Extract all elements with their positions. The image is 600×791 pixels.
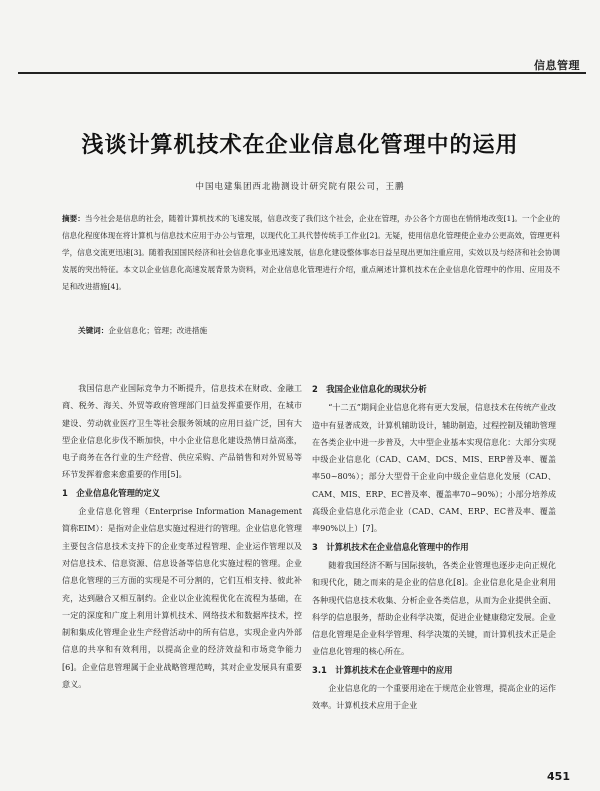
paragraph-3: 随着我国经济不断与国际接轨，各类企业管理也逐步走向正规化和现代化，随之而来的是企业的信息化[8]。企业信息化是企业利用各种现代信息技术收集、分析企业各类信息，从而为企业提供全面、科学的信息服务，帮助企业科学决策，促进企业健康稳定发展。企业信息化管理是企业科学管理、科学决策的关键，而计算机技术正是企业信息化管理的核心所在。: [312, 559, 556, 657]
paragraph-3-1: 企业信息化的一个重要用途在于规范企业管理，提高企业的运作效率。计算机技术应用于企业: [312, 683, 556, 711]
keywords-text: 企业信息化；管理；改进措施: [108, 326, 208, 335]
keywords: [78, 325, 560, 336]
intro-paragraph: 我国信息产业国际竞争力不断提升，信息技术在财政、金融工商、税务、海关、外贸等政府管理部门日益发挥重要作用，在城市建设、劳动就业医疗卫生等社会服务领域的应用日益广泛，国有大型企业信息化步伐不断加快，中小企业信息化建设热情日益高涨，电子商务在各行业的生产经营、供应采购、产品销售和对外贸易等环节发挥着愈来愈重要的作用[5]。: [62, 383, 302, 480]
abstract-label: 摘要：: [62, 214, 85, 223]
article-title: 浅谈计算机技术在企业信息化管理中的运用: [81, 133, 519, 158]
heading-3-1: 3.1 计算机技术在企业管理中的应用: [312, 664, 453, 675]
left-column: [62, 380, 302, 693]
abstract-text: 当今社会是信息的社会，随着计算机技术的飞速发展，信息改变了我们这个社会，企业在管理，办公各个方面也在悄悄地改变[1]。一个企业的信息化程度体现在将计算机与信息技术应用于办公与管理，以现代化工具代替传统手工作业[2]。无疑，使用信息化管理使企业办公更高效，管理更科学，信息交流更迅速[3]。随着我国国民经济和社会信息化事业迅速发展，信息化建设整体事态日益呈现出更加注重应用，实效以及与经济和社会协调发展的突出特征。本文以企业信息化高速发展背景为资料，对企业信息化管理进行介绍，重点阐述计算机技术在企业信息化管理中的作用、应用及不足和改进措施[4]。: [62, 214, 561, 291]
heading-1: 1 企业信息化管理的定义: [62, 487, 160, 498]
heading-2: 2 我国企业信息化的现状分析: [312, 384, 427, 394]
author-line: 中国电建集团西北勘测设计研究院有限公司，王鹏: [195, 182, 405, 192]
abstract: [62, 210, 560, 295]
header-rule: [18, 72, 586, 74]
paragraph-1: 企业信息化管理（Enterprise Information Management简称EIM）：是指对企业信息实施过程进行的管理。企业信息化管理主要包含信息技术支持下的企业变革过程管理、企业运作管理以及对信息技术、信息资源、信息设备等信息化实施过程的管理。企业信息化管理的三方面的实现是不可分割的，它们互相支持、彼此补充，达到融合又相互制约。企业以企业流程优化在流程为基础，在一定的深度和广度上利用计算机技术、网络技术和数据库技术，控制和集成化管理企业生产经营活动中的所有信息，实现企业内外部信息的共享和有效利用，以提高企业的经济效益和市场竞争能力[6]。企业信息管理属于企业战略管理范畴，其对企业发展具有重要意义。: [62, 506, 302, 690]
section-tag: 信息管理: [534, 59, 580, 72]
right-column: [312, 380, 556, 715]
heading-3: 3 计算机技术在企业信息化管理中的作用: [312, 541, 469, 552]
keywords-label: 关键词：: [78, 326, 109, 335]
page-number: 451: [547, 770, 570, 783]
paragraph-2: “十二五”期间企业信息化将有更大发展，信息技术在传统产业改造中有显著成效，计算机辅助设计，辅助制造，过程控制及辅助管理在各类企业中进一步普及，大中型企业基本实现信息化：大部分实现中级企业信息化（CAD、CAM、DCS、MIS、ERP普及率、覆盖率50~80%）；部分大型骨干企业向中级企业信息化发展（CAD、CAM、MIS、ERP、EC普及率、覆盖率70~90%）；小部分培养成高级企业信息化示范企业（CAD、CAM、ERP、EC普及率、覆盖率90%以上）[7]。: [312, 402, 556, 534]
